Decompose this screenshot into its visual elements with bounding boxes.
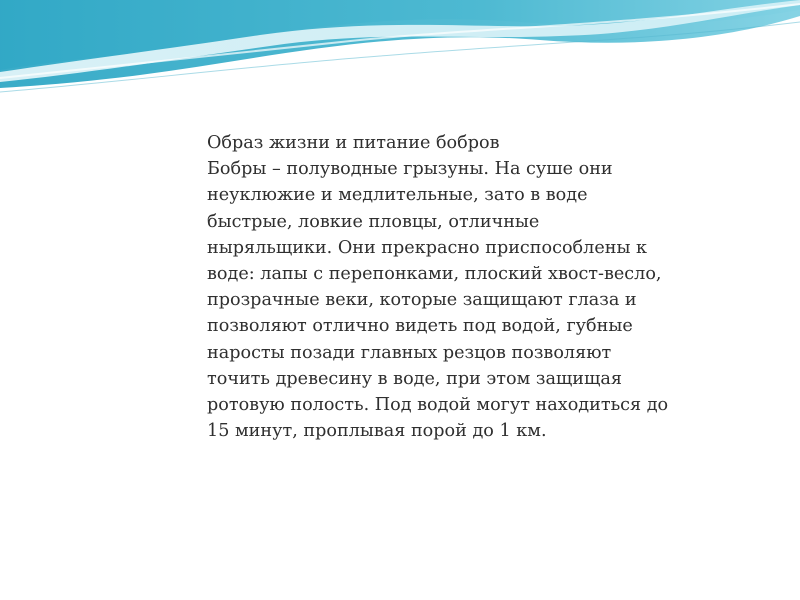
slide-line: точить древесину в воде, при этом защищая	[207, 368, 622, 389]
slide-line: наросты позади главных резцов позволяют	[207, 342, 612, 363]
slide-line: ротовую полость. Под водой могут находиться до	[207, 395, 669, 416]
slide-line: 15 минут, проплывая порой до 1 км.	[207, 421, 547, 442]
slide-line: неуклюжие и медлительные, зато в воде	[207, 185, 588, 206]
slide-line: быстрые, ловкие пловцы, отличные	[207, 211, 540, 232]
wave-front	[0, 0, 800, 88]
slide-line: позволяют отлично видеть под водой, губные	[207, 316, 633, 337]
slide-text-block	[207, 130, 717, 444]
slide-line: воде: лапы с перепонками, плоский хвост-весло,	[207, 264, 662, 285]
slide-line: Бобры – полуводные грызуны. На суше они	[207, 159, 613, 180]
slide-line: ныряльщики. Они прекрасно приспособлены к	[207, 237, 648, 258]
slide-line: прозрачные веки, которые защищают глаза и	[207, 290, 637, 311]
slide-heading: Образ жизни и питание бобров	[207, 133, 500, 153]
wave-header-decoration	[0, 0, 800, 100]
